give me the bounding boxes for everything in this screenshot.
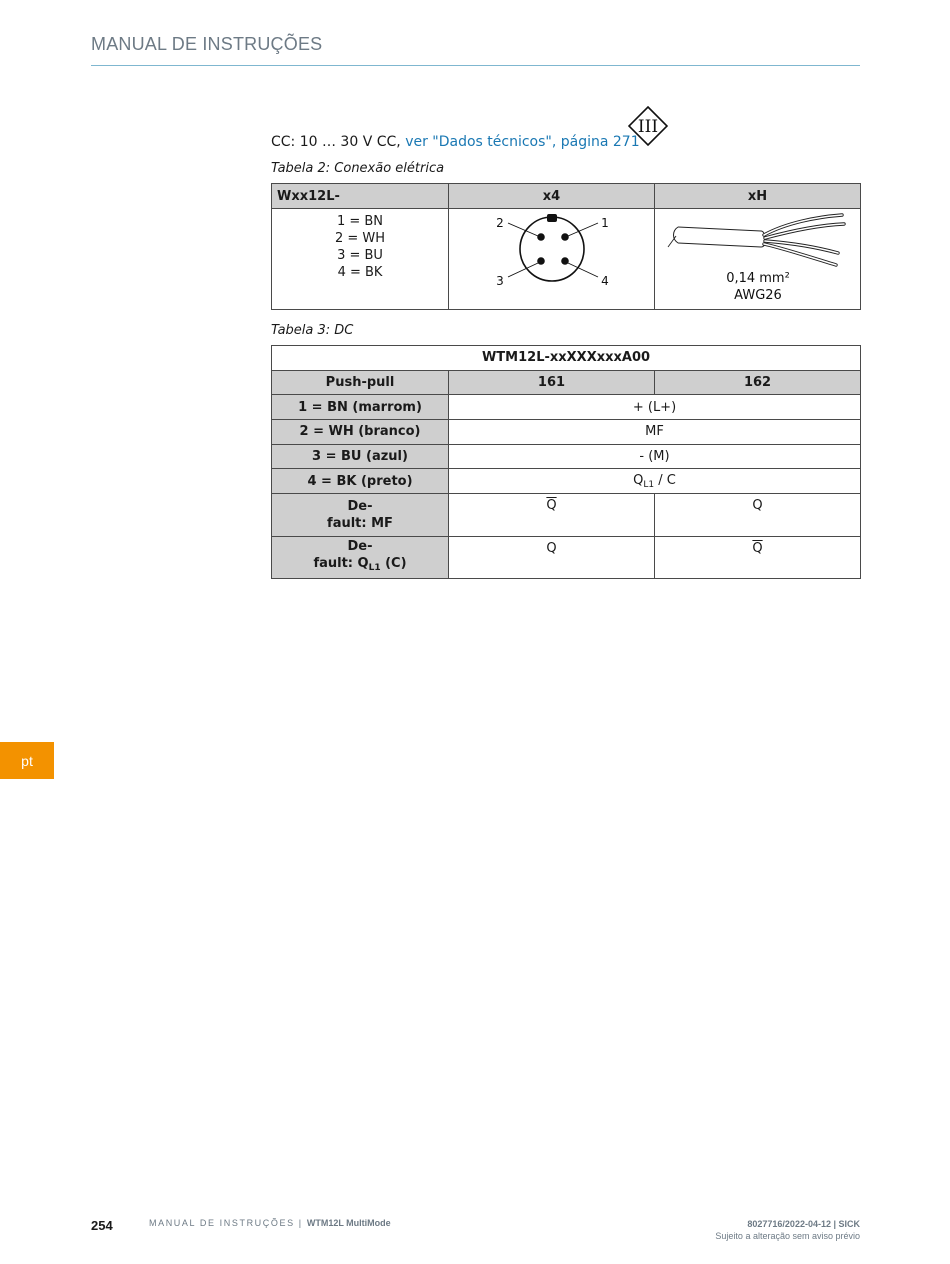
cable-icon — [656, 209, 860, 305]
table2-header-xh: xH — [655, 184, 861, 209]
default-mf-label: De- fault: MF — [272, 494, 449, 537]
pin3-value: - (M) — [449, 444, 861, 469]
electrical-connection-table — [271, 183, 861, 310]
connector-pin-3: 3 — [495, 274, 504, 288]
cable-awg: AWG26 — [733, 288, 782, 303]
table2-caption: Tabela 2: Conexão elétrica — [271, 161, 445, 176]
page-number: 254 — [91, 1218, 113, 1233]
cable-cross-section: 0,14 mm² — [725, 271, 790, 286]
technical-data-link[interactable]: ver "Dados técnicos", página 271 — [405, 134, 640, 150]
pin1-label: 1 = BN (marrom) — [272, 395, 449, 420]
default-ql1-162: $\overline{Q}$ — [655, 536, 861, 579]
pin4-value: $Q_{L1}$ / C — [449, 469, 861, 494]
pin-2-label: 2 = WH — [334, 231, 386, 246]
pin-3-label: 3 = BU — [337, 248, 383, 263]
connector-diagram-cell — [449, 209, 655, 310]
table2-header-model: Wxx12L- — [272, 184, 449, 209]
footer-doc-title: MANUAL DE INSTRUÇÕES | WTM12L MultiMode — [149, 1218, 391, 1228]
m12-connector-icon — [450, 209, 654, 305]
pin1-value: + (L+) — [449, 395, 861, 420]
table2-header-x4: x4 — [449, 184, 655, 209]
supply-voltage-line — [271, 134, 640, 150]
dc-pin-assignment-table — [271, 345, 861, 579]
pin2-label: 2 = WH (branco) — [272, 420, 449, 445]
connector-pin-2: 2 — [495, 216, 504, 230]
protection-class-iii-icon — [628, 106, 668, 146]
language-tab-pt: pt — [0, 742, 54, 779]
connector-pin-1: 1 — [600, 216, 609, 230]
table3-title: WTM12L-xxXXXxxxA00 — [272, 346, 861, 371]
footer-doc-ref — [715, 1218, 860, 1242]
header-divider — [91, 65, 860, 66]
protection-class-label: III — [637, 117, 659, 137]
pin4-label: 4 = BK (preto) — [272, 469, 449, 494]
footer-notice: Sujeito a alteração sem aviso prévio — [715, 1231, 860, 1241]
default-mf-161: $\overline{Q}$ — [449, 494, 655, 537]
default-ql1-label: De- fault: $Q_{L1}$ (C) — [272, 536, 449, 579]
pin3-label: 3 = BU (azul) — [272, 444, 449, 469]
connector-pin-4: 4 — [600, 274, 609, 288]
default-mf-162: Q — [655, 494, 861, 537]
variant-162: 162 — [655, 370, 861, 395]
pin-4-label: 4 = BK — [337, 265, 383, 280]
table3-caption: Tabela 3: DC — [271, 323, 354, 338]
default-ql1-161: Q — [449, 536, 655, 579]
footer-ref-number: 8027716/2022-04-12 | SICK — [747, 1219, 860, 1229]
page-header-title: MANUAL DE INSTRUÇÕES — [91, 34, 323, 54]
variant-161: 161 — [449, 370, 655, 395]
push-pull-label: Push-pull — [272, 370, 449, 395]
supply-voltage-text: CC: 10 … 30 V CC, — [271, 134, 406, 150]
cable-cell — [655, 209, 861, 310]
pin-assignment-cell — [272, 209, 449, 310]
pin2-value: MF — [449, 420, 861, 445]
pin-1-label: 1 = BN — [336, 214, 384, 229]
